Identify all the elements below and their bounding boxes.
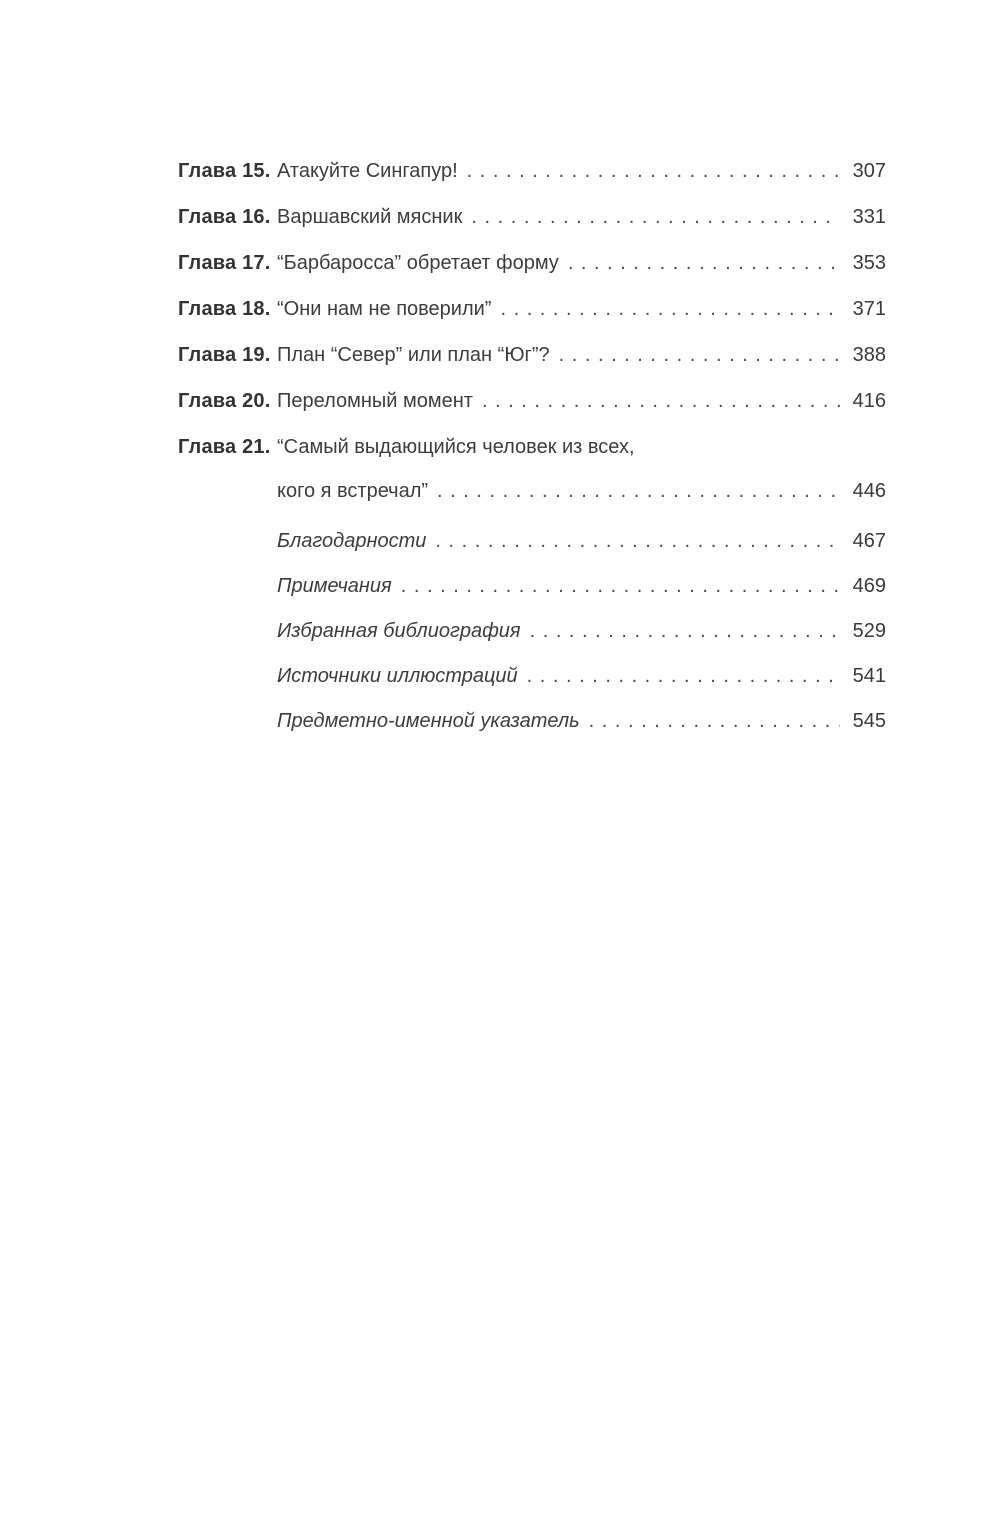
dot-leader: [530, 620, 840, 642]
toc-row: [178, 252, 886, 274]
toc-row: [178, 710, 886, 732]
dot-leader: [401, 575, 840, 597]
dot-leader: [589, 710, 840, 732]
backmatter-title: Избранная библиография: [277, 620, 521, 642]
page-number: 371: [852, 298, 886, 320]
toc-row: [178, 298, 886, 320]
page-number: 331: [852, 206, 886, 228]
page-number: 416: [852, 390, 886, 412]
chapter-label: Глава 16.: [178, 206, 271, 228]
toc-row: [178, 530, 886, 552]
table-of-contents: [178, 160, 886, 755]
toc-row: [178, 390, 886, 412]
backmatter-title: Примечания: [277, 575, 392, 597]
toc-row: [178, 344, 886, 366]
toc-row: [178, 665, 886, 687]
chapter-label: Глава 15.: [178, 160, 271, 182]
toc-row: [178, 480, 886, 502]
toc-row: [178, 575, 886, 597]
page-number: 529: [852, 620, 886, 642]
backmatter-title: Предметно-именной указатель: [277, 710, 580, 732]
backmatter-section: [178, 530, 886, 732]
dot-leader: [559, 344, 840, 366]
toc-row: [178, 160, 886, 182]
dot-leader: [435, 530, 840, 552]
page-number: 467: [852, 530, 886, 552]
chapter-title: План “Север” или план “Юг”?: [277, 344, 550, 366]
chapter-title: “Барбаросса” обретает форму: [277, 252, 559, 274]
toc-row: [178, 206, 886, 228]
toc-row: [178, 620, 886, 642]
dot-leader: [500, 298, 840, 320]
chapter-title: Атакуйте Сингапур!: [277, 160, 458, 182]
chapter-title-line2: кого я встречал”: [277, 480, 429, 502]
page-number: 446: [852, 480, 886, 502]
chapter-label: Глава 21.: [178, 436, 271, 458]
chapter-title-line1: “Самый выдающийся человек из всех,: [277, 436, 635, 458]
page-number: 545: [852, 710, 886, 732]
page-number: 388: [852, 344, 886, 366]
dot-leader: [437, 480, 840, 502]
dot-leader: [467, 160, 840, 182]
page-number: 469: [852, 575, 886, 597]
page-number: 307: [852, 160, 886, 182]
toc-row: [178, 436, 886, 458]
chapter-title: “Они нам не поверили”: [277, 298, 492, 320]
dot-leader: [482, 390, 840, 412]
chapter-title: Варшавский мясник: [277, 206, 463, 228]
chapter-label: Глава 20.: [178, 390, 271, 412]
page-number: 541: [852, 665, 886, 687]
chapter-label: Глава 17.: [178, 252, 271, 274]
backmatter-title: Благодарности: [277, 530, 427, 552]
dot-leader: [568, 252, 840, 274]
chapter-title: Переломный момент: [277, 390, 473, 412]
dot-leader: [471, 206, 840, 228]
chapter-label: Глава 19.: [178, 344, 271, 366]
dot-leader: [527, 665, 840, 687]
page-number: 353: [852, 252, 886, 274]
chapter-label: Глава 18.: [178, 298, 271, 320]
backmatter-title: Источники иллюстраций: [277, 665, 518, 687]
